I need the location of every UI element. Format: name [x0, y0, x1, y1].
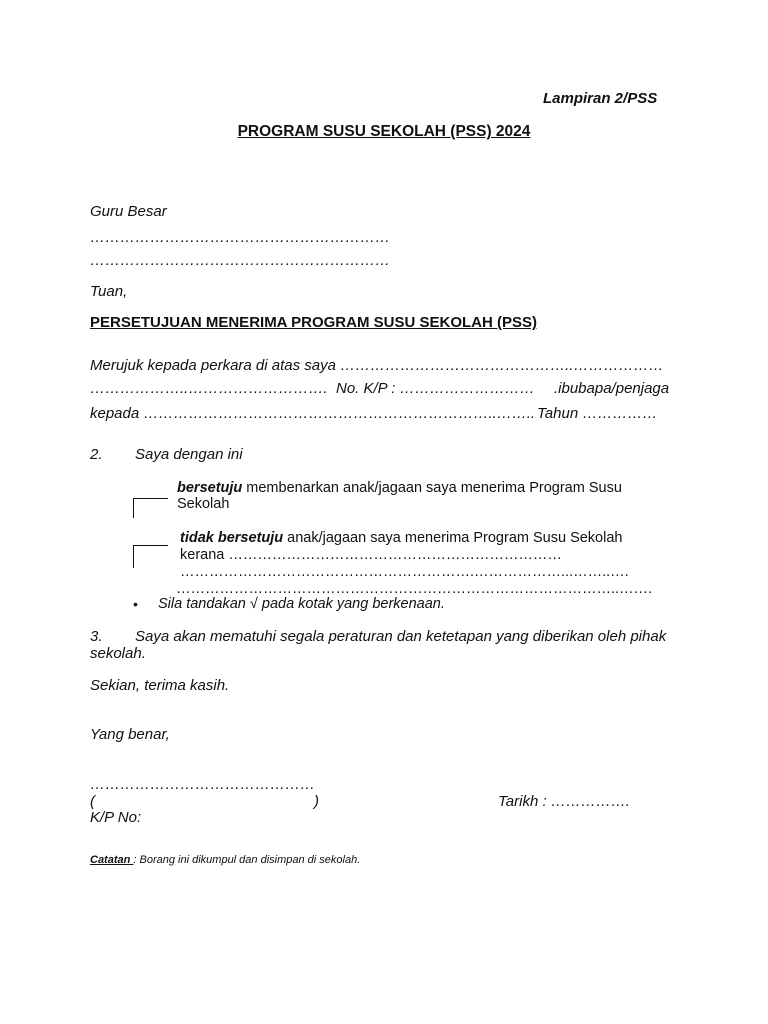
option-tidak-line1	[180, 530, 622, 546]
checkbox-bersetuju[interactable]	[133, 498, 168, 518]
option-tidak-line3: …………………………………………………….………………...……..….	[180, 564, 629, 580]
closing-sekian: Sekian, terima kasih.	[90, 677, 230, 694]
signature-line: ………………………………………	[90, 776, 315, 793]
checkbox-tidak-bersetuju[interactable]	[133, 545, 168, 568]
section3-number: 3.	[90, 628, 103, 645]
para1-kp-field: No. K/P : ………………………	[336, 380, 535, 397]
para1-line1: Merujuk kepada perkara di atas saya ………………………………………..………………	[90, 357, 664, 374]
section2-intro: Saya dengan ini	[135, 446, 243, 463]
name-paren-open: (	[90, 793, 95, 810]
name-paren-close: )	[314, 793, 319, 810]
option-bersetuju-line2: Sekolah	[177, 496, 230, 512]
catatan-note	[90, 854, 360, 866]
section3-line1: Saya akan mematuhi segala peraturan dan ketetapan yang diberikan oleh pihak	[135, 628, 667, 645]
option-bersetuju-bold: bersetuju	[177, 480, 243, 496]
section3-line2: sekolah.	[90, 645, 146, 662]
closing-yang-benar: Yang benar,	[90, 726, 170, 743]
option-bersetuju-line1	[177, 480, 622, 496]
para1-tahun: Tahun ……………	[537, 405, 658, 422]
subject-heading: PERSETUJUAN MENERIMA PROGRAM SUSU SEKOLAH (PSS)	[90, 314, 537, 331]
option-tidak-line4: ………………………………………………………………………………..…….	[176, 581, 653, 597]
tarikh-field: Tarikh : …………….	[498, 793, 630, 810]
address-line-2: ……………………………………………………	[90, 252, 390, 269]
para1-role: .ibubapa/penjaga	[554, 380, 670, 397]
option-tidak-text: anak/jagaan saya menerima Program Susu Sekolah	[283, 530, 623, 546]
catatan-label: Catatan	[90, 854, 134, 866]
address-line-1: ……………………………………………………	[90, 229, 390, 246]
kp-no-label: K/P No:	[90, 809, 142, 826]
option-tidak-line2: kerana ……………………………………………………………	[180, 547, 562, 563]
catatan-text: : Borang ini dikumpul dan disimpan di sekolah.	[133, 854, 361, 866]
section2-number: 2.	[90, 446, 103, 463]
guru-besar-label: Guru Besar	[90, 203, 167, 220]
bullet-marker: •	[133, 596, 138, 612]
salutation: Tuan,	[90, 283, 128, 300]
para1-line3: kepada ……………………………………………………………..……..	[90, 405, 536, 422]
option-bersetuju-text: membenarkan anak/jagaan saya menerima Program Susu	[242, 480, 622, 496]
para1-line2-dots: ………………..……………………….	[90, 380, 328, 397]
option-tidak-bold: tidak bersetuju	[180, 530, 284, 546]
document-title: PROGRAM SUSU SEKOLAH (PSS) 2024	[237, 123, 531, 140]
bullet-note: Sila tandakan √ pada kotak yang berkenaan.	[158, 596, 445, 612]
appendix-label: Lampiran 2/PSS	[543, 90, 658, 107]
